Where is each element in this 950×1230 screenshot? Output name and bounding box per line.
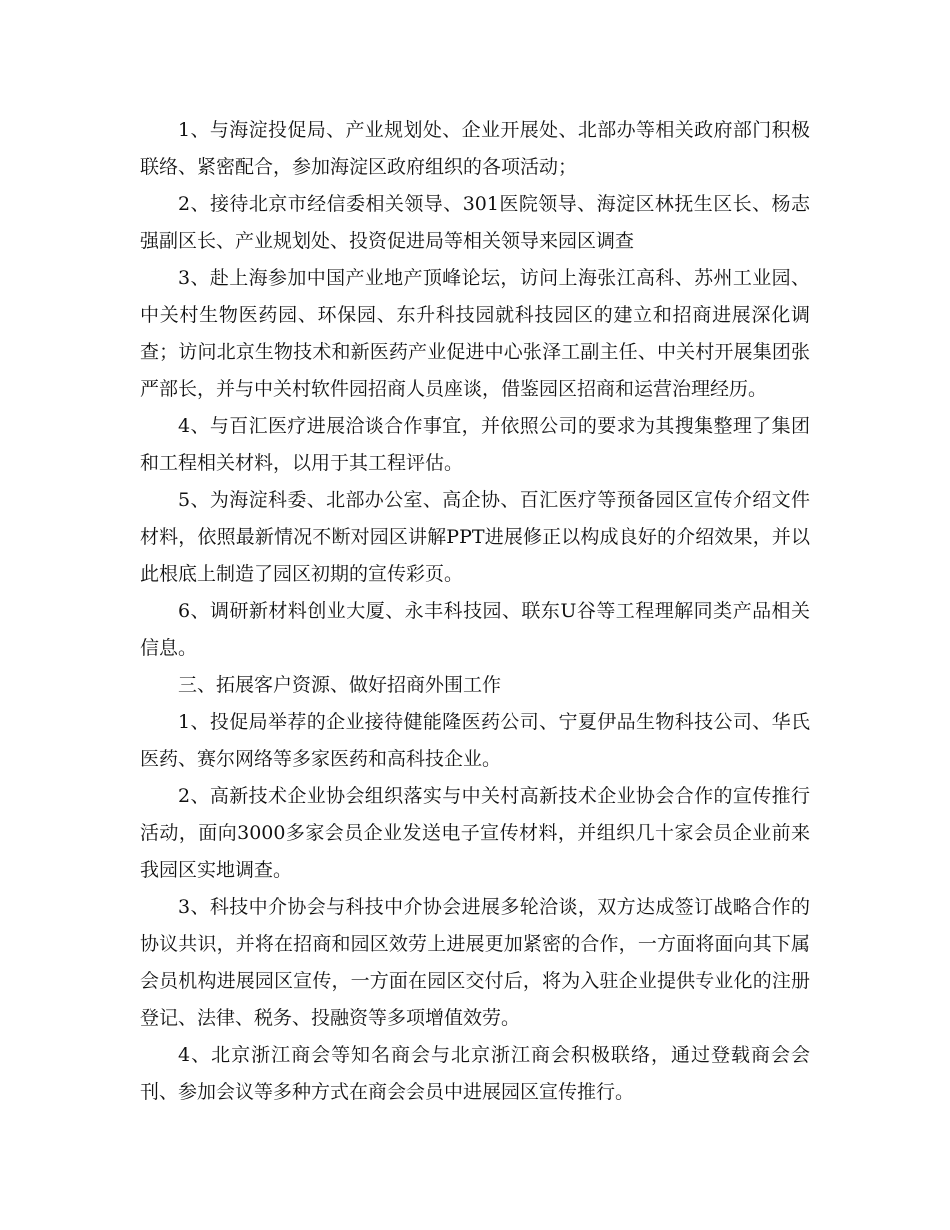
- paragraph-6: 6、调研新材料创业大厦、永丰科技园、联东U谷等工程理解同类产品相关信息。: [140, 600, 810, 659]
- paragraph-2: 2、接待北京市经信委相关领导、301医院领导、海淀区林抚生区长、杨志强副区长、产业规划处、投资促进局等相关领导来园区调查: [140, 193, 810, 252]
- paragraph-1: 1、与海淀投促局、产业规划处、企业开展处、北部办等相关政府部门积极联络、紧密配合，参加海淀区政府组织的各项活动；: [140, 119, 810, 178]
- document-body: [140, 112, 810, 1111]
- paragraph-10: 4、北京浙江商会等知名商会与北京浙江商会积极联络，通过登载商会会刊、参加会议等多种方式在商会会员中进展园区宣传推行。: [140, 1044, 810, 1103]
- paragraph-9: 3、科技中介协会与科技中介协会进展多轮洽谈，双方达成签订战略合作的协议共识，并将在招商和园区效劳上进展更加紧密的合作，一方面将面向其下属会员机构进展园区宣传，一方面在园区交付后，将为入驻企业提供专业化的注册登记、法律、税务、投融资等多项增值效劳。: [140, 896, 810, 1029]
- paragraph-7: 1、投促局举荐的企业接待健能隆医药公司、宁夏伊品生物科技公司、华氏医药、赛尔网络等多家医药和高科技企业。: [140, 711, 810, 770]
- paragraph-4: 4、与百汇医疗进展洽谈合作事宜，并依照公司的要求为其搜集整理了集团和工程相关材料，以用于其工程评估。: [140, 415, 810, 474]
- paragraph-8: 2、高新技术企业协会组织落实与中关村高新技术企业协会合作的宣传推行活动，面向3000多家会员企业发送电子宣传材料，并组织几十家会员企业前来我园区实地调查。: [140, 785, 810, 881]
- paragraph-3: 3、赴上海参加中国产业地产顶峰论坛，访问上海张江高科、苏州工业园、中关村生物医药园、环保园、东升科技园就科技园区的建立和招商进展深化调查；访问北京生物技术和新医药产业促进中心张泽工副主任、中关村开展集团张严部长，并与中关村软件园招商人员座谈，借鉴园区招商和运营治理经历。: [140, 267, 810, 400]
- paragraph-5: 5、为海淀科委、北部办公室、高企协、百汇医疗等预备园区宣传介绍文件材料，依照最新情况不断对园区讲解PPT进展修正以构成良好的介绍效果，并以此根底上制造了园区初期的宣传彩页。: [140, 489, 810, 585]
- section-heading: 三、拓展客户资源、做好招商外围工作: [178, 674, 502, 696]
